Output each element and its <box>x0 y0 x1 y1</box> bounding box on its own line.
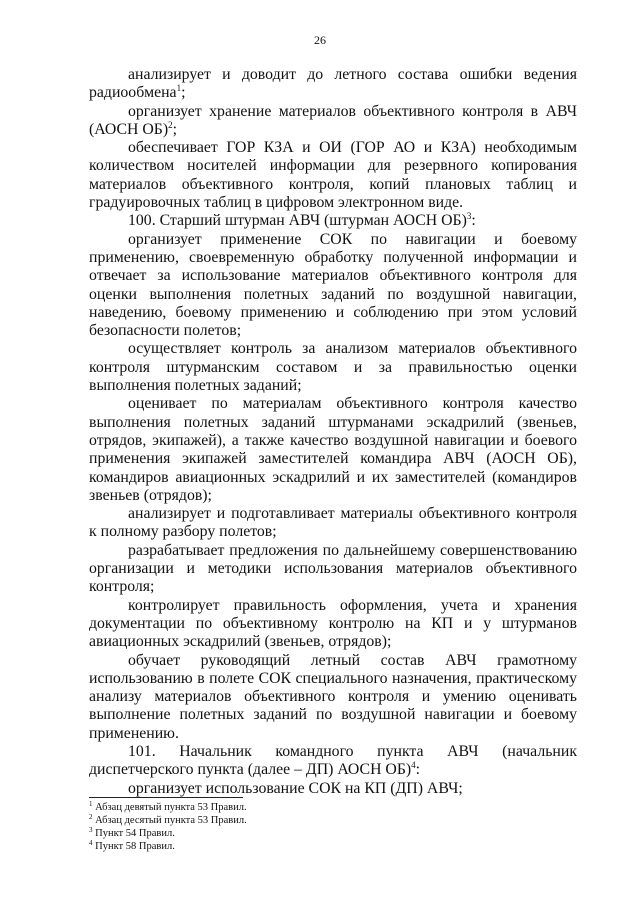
paragraph-debrief-preparation: анализирует и подготавливает материалы объективного контроля к полному разбору полетов; <box>89 505 577 541</box>
footnotes <box>89 801 389 853</box>
footnote-ref: 2 <box>168 119 173 130</box>
paragraph-training: обучает руководящий летный состав АВЧ грамотному использованию в полете СОК специального назначения, практическому анализу материалов объективного контроля и умению оценивать выполнение полетных заданий по воздушной навигации и боевому применению. <box>89 651 577 742</box>
paragraph-quality-evaluation: оценивает по материалам объективного контроля качество выполнения полетных заданий штурманами эскадрилий (звеньев, отрядов, экипажей), а также качество воздушной навигации и боевого применения экипажей заместителей командира АВЧ (АОСН ОБ), командиров авиационных эскадрилий и их заместителей (командиров звеньев (отрядов); <box>89 395 577 504</box>
paragraph-media-provision: обеспечивает ГОР КЗА и ОИ (ГОР АО и КЗА) необходимым количеством носителей информации для резервного копирования материалов объективного контроля, копий плановых таблиц и градуировочных таблиц в цифровом электронном виде. <box>89 139 577 212</box>
footnote-separator <box>89 797 243 798</box>
section-heading-100: 100. Старший штурман АВЧ (штурман АОСН ОБ)$^3$: <box>128 211 476 230</box>
paragraph-radio-exchange-errors: анализирует и доводит до летного состава ошибки ведения радиообмена$^1$; <box>89 66 577 102</box>
paragraph-sok-command-post: организует использование СОК на КП (ДП) АВЧ; <box>128 779 463 797</box>
footnote-item: $^4$ Пункт 58 Правил. <box>89 839 175 852</box>
footnote-item: $^1$ Абзац девятый пункта 53 Правил. <box>89 800 247 813</box>
main-text <box>89 66 577 798</box>
page-number: 26 <box>314 33 326 47</box>
footnote-ref: 4 <box>411 760 416 771</box>
paragraph-documentation-control: контролирует правильность оформления, учета и хранения документации по объективному контролю на КП и у штурманов авиационных эскадрилий (звеньев, отрядов); <box>89 596 577 651</box>
paragraph-analysis-control: осуществляет контроль за анализом материалов объективного контроля штурманским составом и за правильностью оценки выполнения полетных заданий; <box>89 340 577 395</box>
section-heading-101: 101. Начальник командного пункта АВЧ (начальник диспетчерского пункта (далее – ДП) АОСН ОБ)$^4$: <box>89 742 577 779</box>
footnote-ref: 1 <box>176 83 182 94</box>
paragraph-improvement-proposals: разрабатывает предложения по дальнейшему совершенствованию организации и методики использования материалов объективного контроля; <box>89 541 577 596</box>
paragraph-sok-navigation: организует применение СОК по навигации и боевому применению, своевременную обработку полученной информации и отвечает за использование материалов объективного контроля для оценки выполнения полетных заданий по воздушной навигации, наведению, боевому применению и соблюдению при этом условий безопасности полетов; <box>89 230 577 340</box>
footnote-item: $^3$ Пункт 54 Правил. <box>89 826 175 839</box>
footnote-ref: 3 <box>466 211 472 222</box>
paragraph-storage: организует хранение материалов объективного контроля в АВЧ (АОСН ОБ)$^2$; <box>89 102 577 138</box>
footnote-item: $^2$ Абзац десятый пункта 53 Правил. <box>89 813 247 826</box>
